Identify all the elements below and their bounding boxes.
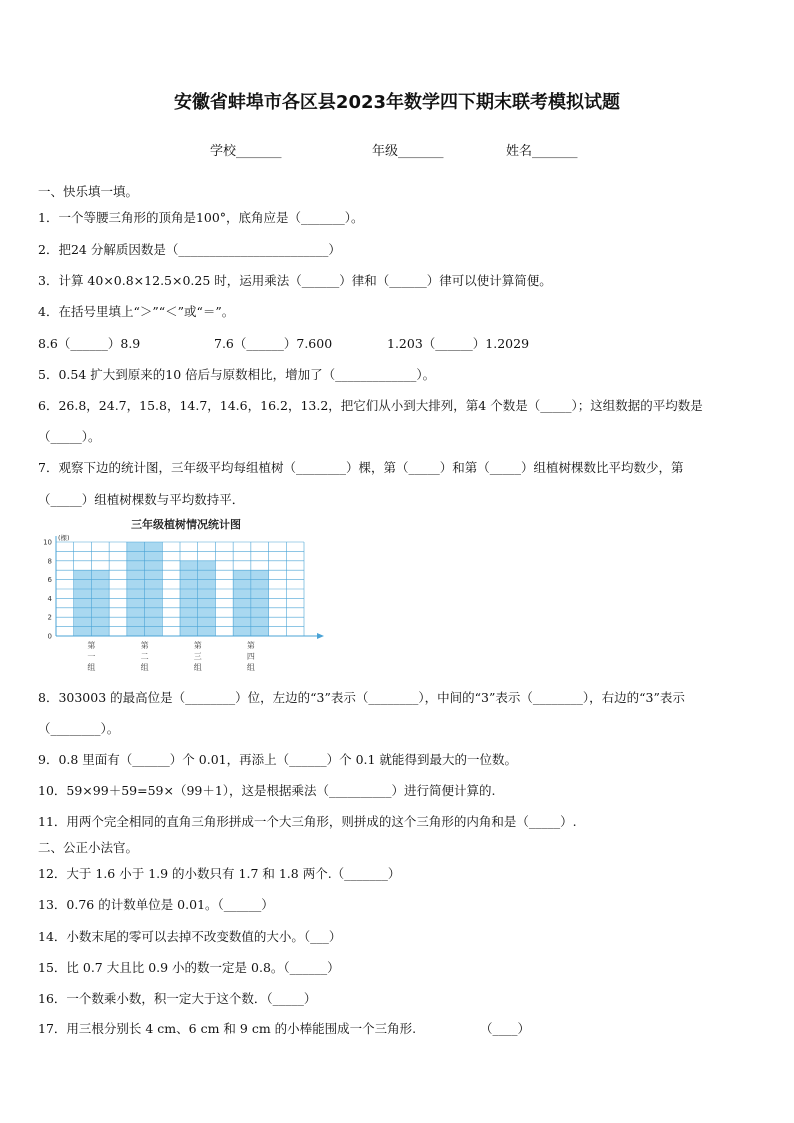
question-16: 16．一个数乘小数，积一定大于这个数．（_____） <box>38 991 317 1006</box>
chart-title: 三年级植树情况统计图 <box>131 518 241 531</box>
y-tick-label: 4 <box>47 594 52 603</box>
question-7: 7．观察下边的统计图，三年级平均每组植树（________）棵，第（_____）和第（_____）组植树棵数比平均数少，第 <box>38 460 684 475</box>
question-4-part-c: 1.203（______）1.2029 <box>387 336 530 351</box>
x-tick-label: 四 <box>246 652 255 661</box>
question-6: 6．26.8，24.7，15.8，14.7，14.6，16.2，13.2，把它们从小到大排列，第4 个数是（_____）；这组数据的平均数是 <box>38 398 703 413</box>
question-13: 13．0.76 的计数单位是 0.01。（______） <box>38 897 274 912</box>
question-4: 4．在括号里填上“＞”“＜”或“＝”。 <box>38 304 235 319</box>
x-tick-label: 第 <box>246 641 255 650</box>
question-2: 2．把24 分解质因数是（________________________） <box>38 242 341 257</box>
question-12: 12．大于 1.6 小于 1.9 的小数只有 1.7 和 1.8 两个.（_______） <box>38 866 401 881</box>
question-7-cont: （_____）组植树棵数与平均数持平． <box>38 492 245 507</box>
section-heading-2: 二、公正小法官。 <box>38 840 139 855</box>
y-tick-label: 8 <box>47 557 52 566</box>
question-15: 15．比 0.7 大且比 0.9 小的数一定是 0.8。（______） <box>38 960 340 975</box>
question-17: 17．用三根分别长 4 cm、6 cm 和 9 cm 的小棒能围成一个三角形. <box>38 1021 417 1036</box>
tree-planting-bar-chart <box>36 514 336 674</box>
x-tick-label: 组 <box>140 663 149 672</box>
question-3: 3．计算 40×0.8×12.5×0.25 时，运用乘法（______）律和（______）律可以使计算简便。 <box>38 273 552 288</box>
y-tick-label: 10 <box>43 538 52 547</box>
question-8-cont: （________）。 <box>38 721 120 736</box>
y-tick-label: 0 <box>47 632 52 641</box>
question-5: 5．0.54 扩大到原来的10 倍后与原数相比，增加了（_____________）。 <box>38 367 436 382</box>
x-tick-label: 第 <box>87 641 96 650</box>
x-tick-label: 一 <box>87 652 96 661</box>
question-11: 11．用两个完全相同的直角三角形拼成一个大三角形，则拼成的这个三角形的内角和是（_____）. <box>38 814 577 829</box>
question-10: 10．59×99＋59=59×（99＋1），这是根据乘法（__________）进行简便计算的. <box>38 783 496 798</box>
x-tick-label: 组 <box>193 663 202 672</box>
y-axis-unit-label: (棵) <box>58 534 70 542</box>
question-8: 8．303003 的最高位是（________）位，左边的“3”表示（________），中间的“3”表示（________），右边的“3”表示 <box>38 690 685 705</box>
x-tick-label: 组 <box>87 663 96 672</box>
school-field: 学校_______ <box>210 144 282 159</box>
question-17-answer: （____） <box>480 1021 531 1036</box>
x-tick-label: 三 <box>193 652 202 661</box>
x-tick-label: 第 <box>193 641 202 650</box>
section-heading-1: 一、快乐填一填。 <box>38 184 139 199</box>
x-tick-label: 第 <box>140 641 149 650</box>
grade-field: 年级_______ <box>372 144 444 159</box>
question-9: 9．0.8 里面有（______）个 0.01，再添上（______）个 0.1 就能得到最大的一位数。 <box>38 752 517 767</box>
question-4-part-a: 8.6（______）8.9 <box>38 336 141 351</box>
x-axis-arrow <box>317 633 324 639</box>
page-title: 安徽省蚌埠市各区县2023年数学四下期末联考模拟试题 <box>173 92 621 113</box>
question-1: 1．一个等腰三角形的顶角是100°，底角应是（_______）。 <box>38 210 364 225</box>
x-tick-label: 二 <box>140 652 149 661</box>
question-4-part-b: 7.6（______）7.600 <box>214 336 333 351</box>
x-tick-label: 组 <box>246 663 255 672</box>
y-tick-label: 2 <box>47 613 52 622</box>
question-14: 14．小数末尾的零可以去掉不改变数值的大小。（___） <box>38 929 342 944</box>
question-6-cont: （_____）。 <box>38 429 101 444</box>
y-tick-label: 6 <box>47 576 52 585</box>
name-field: 姓名_______ <box>506 144 578 159</box>
